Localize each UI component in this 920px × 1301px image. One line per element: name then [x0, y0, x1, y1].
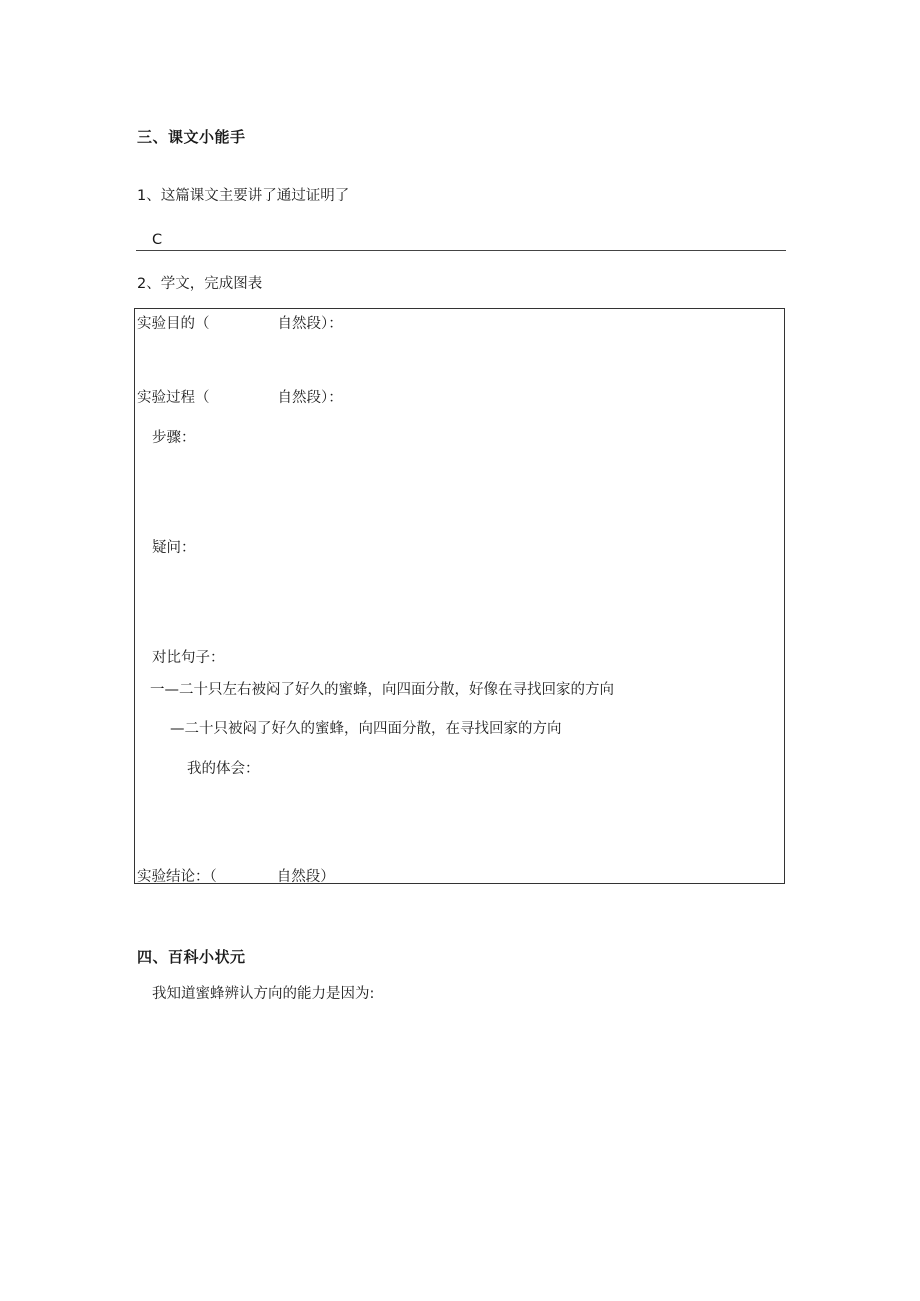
feeling-label: 我的体会： [187, 761, 260, 777]
process-row [137, 386, 343, 407]
conclusion-row [137, 865, 335, 886]
purpose-row [137, 312, 343, 333]
section-3-heading: 三、课文小能手 [137, 128, 246, 146]
conclusion-suffix: 自然段） [276, 869, 335, 885]
question-label: 疑问： [152, 540, 196, 556]
purpose-label: 实验目的（ [137, 316, 210, 332]
question-1-answer-line [136, 250, 786, 251]
sentence-a: 一—二十只左右被闷了好久的蜜蜂，向四面分散，好像在寻找回家的方向 [150, 682, 614, 698]
purpose-suffix: 自然段）： [277, 316, 343, 332]
process-suffix: 自然段）： [277, 390, 343, 406]
question-1-answer[interactable]: C [152, 232, 163, 248]
section-4-prompt: 我知道蜜蜂辨认方向的能力是因为: [152, 986, 375, 1002]
question-1-text: 1、这篇课文主要讲了通过证明了 [137, 188, 350, 204]
section-4-heading: 四、百科小状元 [137, 948, 246, 966]
steps-label: 步骤： [152, 430, 196, 446]
conclusion-label: 实验结论：（ [137, 869, 217, 885]
sentence-b: —二十只被闷了好久的蜜蜂，向四面分散，在寻找回家的方向 [170, 721, 562, 737]
question-2-text: 2、学文，完成图表 [137, 276, 263, 292]
process-label: 实验过程（ [137, 390, 210, 406]
compare-label: 对比句子： [152, 650, 225, 666]
